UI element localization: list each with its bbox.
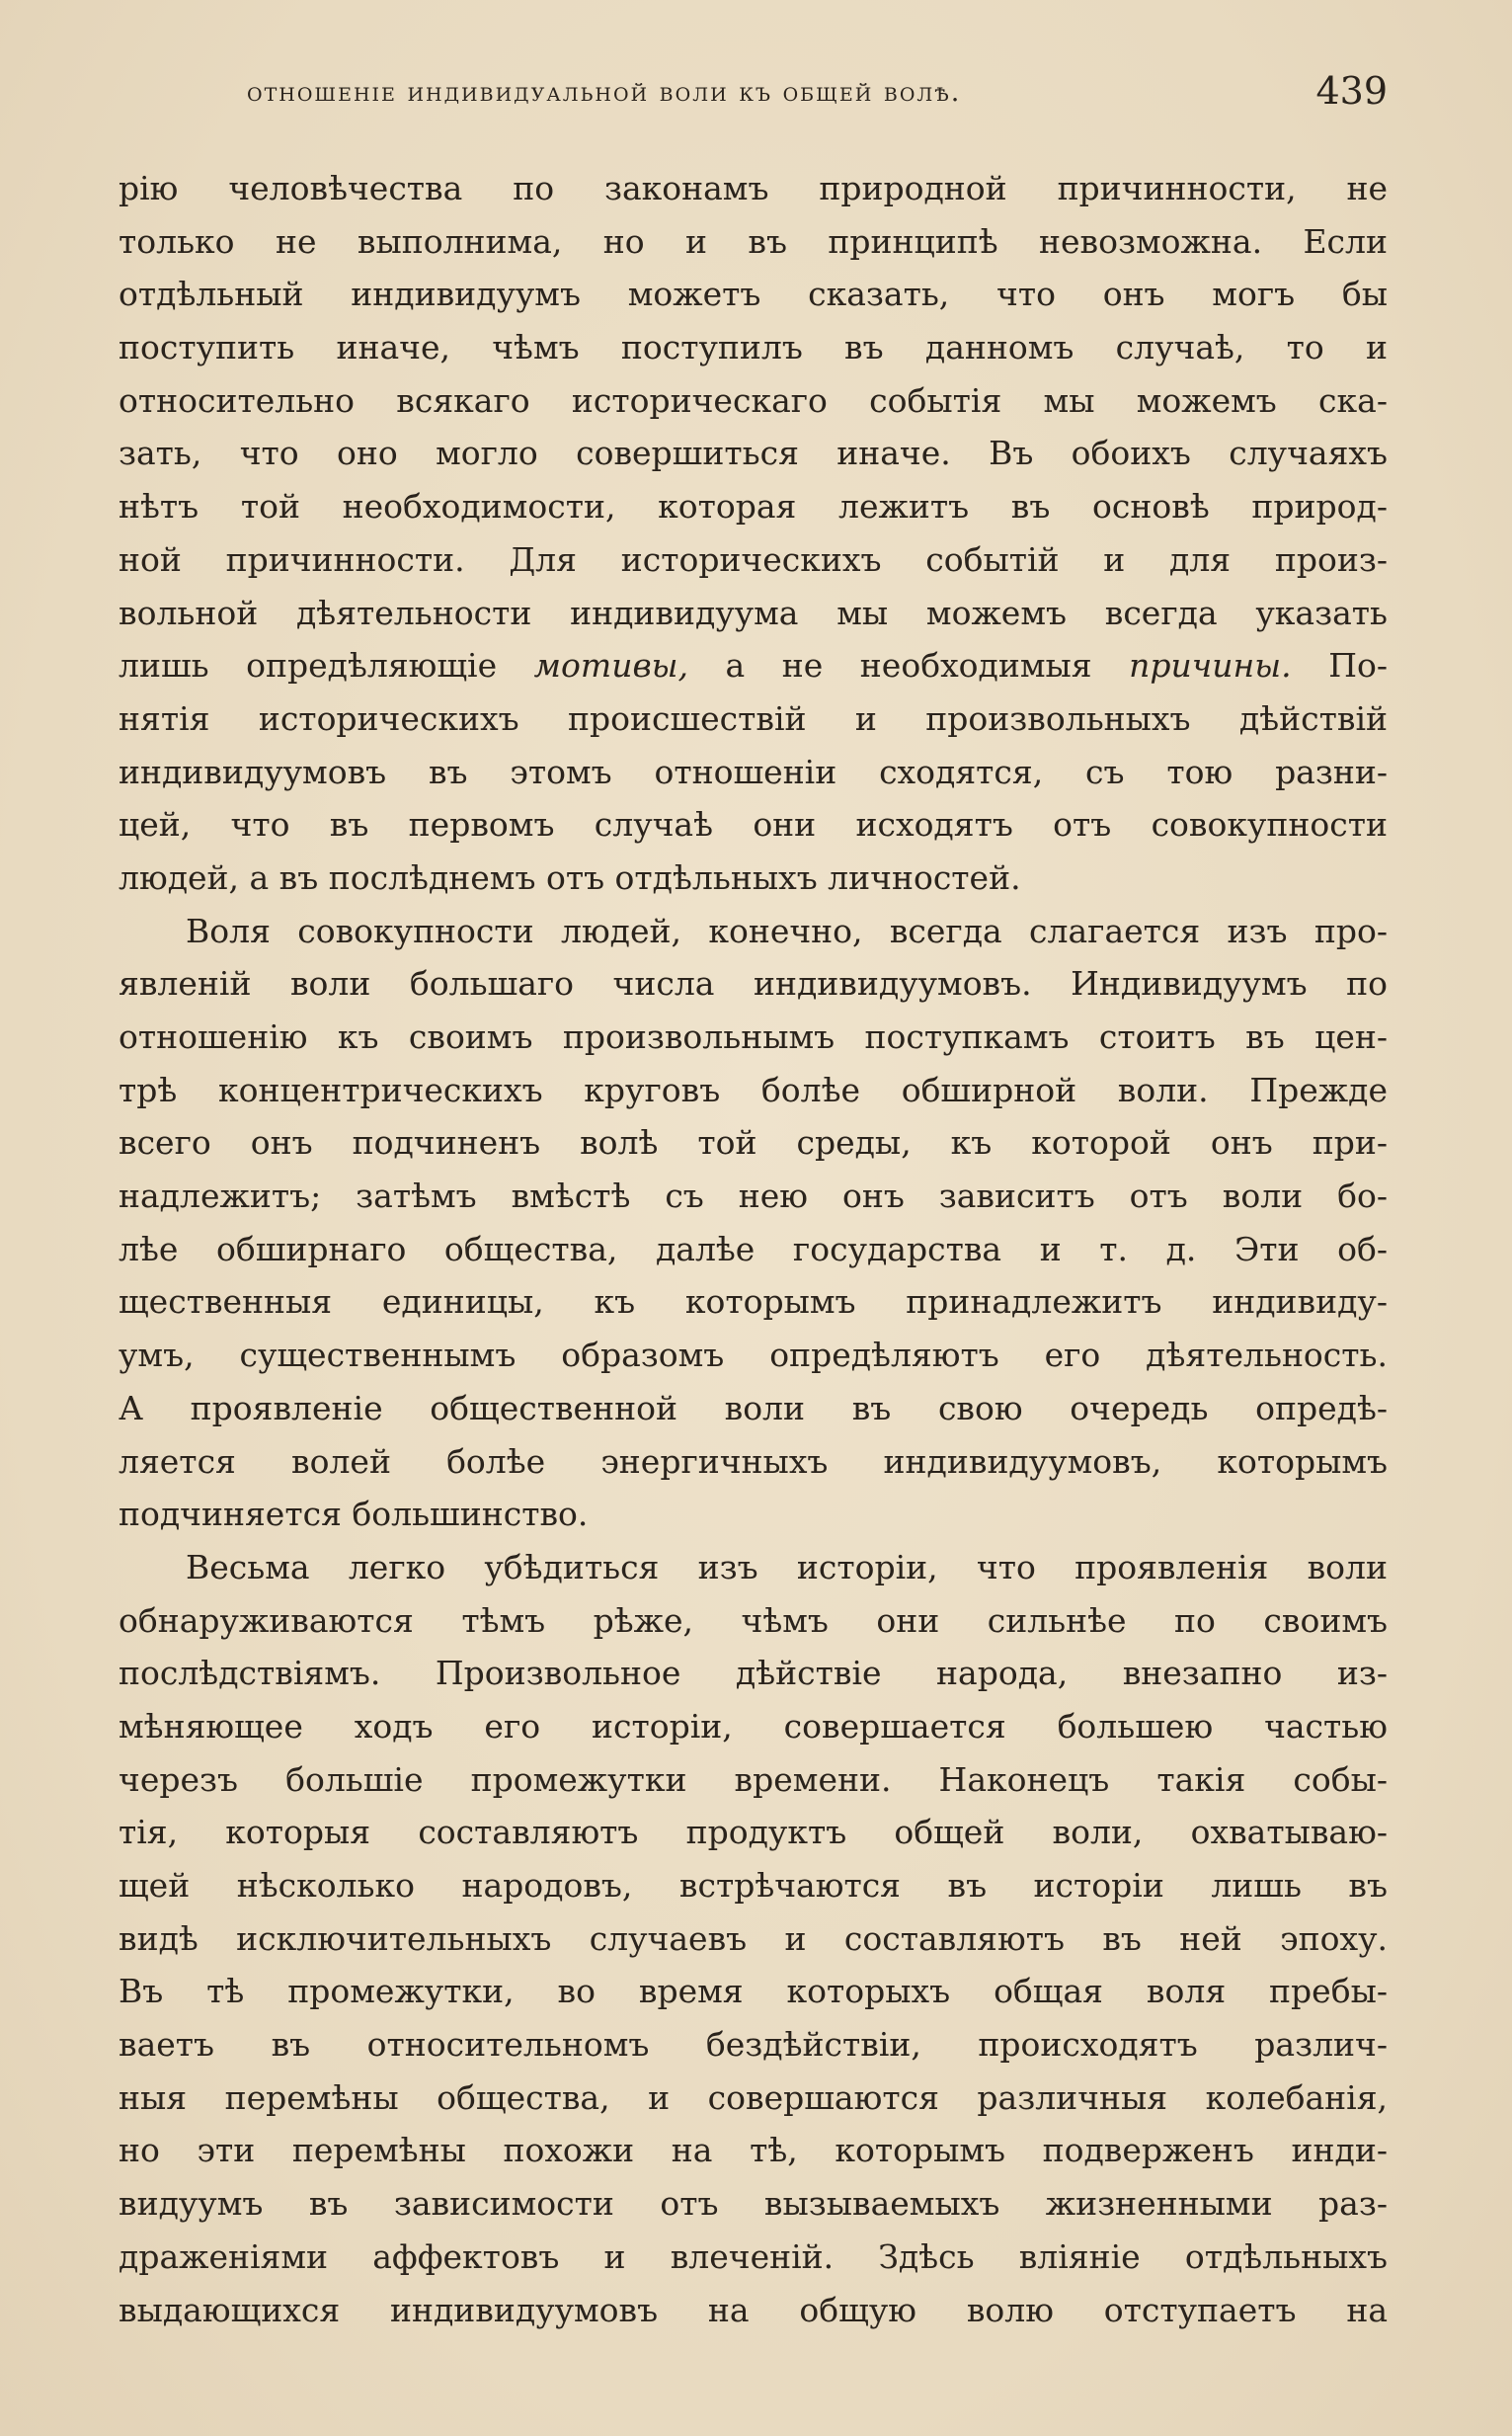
running-head: отношеніе индивидуальной воли къ общей волѣ. xyxy=(247,77,962,108)
text-line: зать, что оно могло совершиться иначе. Въ обоихъ случаяхъ xyxy=(119,434,1388,473)
text-line-with-emphasis xyxy=(119,639,1388,692)
page-number: 439 xyxy=(1315,69,1388,113)
text-span: По- xyxy=(1291,646,1388,686)
text-line: рію человѣчества по законамъ природной причинности, не xyxy=(119,169,1388,207)
text-line: мѣняющее ходъ его исторіи, совершается большею частью xyxy=(119,1706,1388,1746)
text-line: подчиняется большинство. xyxy=(119,1495,589,1534)
text-line: только не выполнима, но и въ принципѣ невозможна. Если xyxy=(119,221,1388,261)
text-line: индивидуумовъ въ этомъ отношеніи сходятся, съ тою разни- xyxy=(119,752,1388,791)
text-span: а не необходимыя xyxy=(688,646,1130,686)
text-line: тія, которыя составляютъ продуктъ общей воли, охватываю- xyxy=(119,1813,1388,1852)
text-line: ляется волей болѣе энергичныхъ индивидуумовъ, которымъ xyxy=(119,1441,1388,1481)
paragraph-2 xyxy=(119,905,1388,1541)
text-line: нѣтъ той необходимости, которая лежитъ въ основѣ природ- xyxy=(119,487,1388,527)
text-line: щей нѣсколько народовъ, встрѣчаются въ исторіи лишь въ xyxy=(119,1866,1388,1905)
text-line: всего онъ подчиненъ волѣ той среды, къ которой онъ при- xyxy=(119,1123,1388,1163)
text-line: поступить иначе, чѣмъ поступилъ въ данномъ случаѣ, то и xyxy=(119,328,1388,367)
text-line: но эти перемѣны похожи на тѣ, которымъ подверженъ инди- xyxy=(119,2131,1388,2170)
text-line: лѣе обширнаго общества, далѣе государства и т. д. Эти об- xyxy=(119,1229,1388,1268)
text-line: людей, а въ послѣднемъ отъ отдѣльныхъ личностей. xyxy=(119,857,1021,897)
text-line: ной причинности. Для историческихъ событій и для произ- xyxy=(119,539,1388,579)
text-line: А проявленіе общественной воли въ свою очередь опредѣ- xyxy=(119,1388,1388,1427)
text-line: цей, что въ первомъ случаѣ они исходятъ отъ совокупности xyxy=(119,805,1388,845)
text-line: вольной дѣятельности индивидуума мы можемъ всегда указать xyxy=(119,593,1388,632)
text-line: умъ, существеннымъ образомъ опредѣляютъ его дѣятельность. xyxy=(119,1336,1388,1375)
text-line: отдѣльный индивидуумъ можетъ сказать, что онъ могъ бы xyxy=(119,275,1388,314)
text-line: черезъ большіе промежутки времени. Наконецъ такія собы- xyxy=(119,1759,1388,1799)
text-line: трѣ концентрическихъ круговъ болѣе обширной воли. Прежде xyxy=(119,1070,1388,1109)
text-line: явленій воли большаго числа индивидуумовъ. Индивидуумъ по xyxy=(119,964,1388,1004)
text-line: Въ тѣ промежутки, во время которыхъ общая воля пребы- xyxy=(119,1972,1388,2011)
text-line: драженіями аффектовъ и влеченій. Здѣсь вліяніе отдѣльныхъ xyxy=(119,2236,1388,2276)
text-line: ныя перемѣны общества, и совершаются различныя колебанія, xyxy=(119,2077,1388,2117)
paragraph-1 xyxy=(119,162,1388,905)
text-line: относительно всякаго историческаго событія мы можемъ ска- xyxy=(119,380,1388,420)
text-line: выдающихся индивидуумовъ на общую волю отступаетъ на xyxy=(119,2290,1388,2329)
text-line: щественныя единицы, къ которымъ принадлежитъ индивиду- xyxy=(119,1282,1388,1322)
emphasis-motives: мотивы, xyxy=(533,646,689,686)
page-header xyxy=(119,69,1388,119)
text-span: лишь опредѣляющіе xyxy=(119,646,534,686)
text-line: Весьма легко убѣдиться изъ исторіи, что проявленія воли xyxy=(186,1547,1388,1586)
text-line: Воля совокупности людей, конечно, всегда слагается изъ про- xyxy=(186,911,1388,950)
text-line: нятія историческихъ происшествій и произвольныхъ дѣйствій xyxy=(119,698,1388,738)
paragraph-3 xyxy=(119,1541,1388,2336)
text-line: видѣ исключительныхъ случаевъ и составляютъ въ ней эпоху. xyxy=(119,1918,1388,1958)
body-text xyxy=(119,162,1388,2336)
text-line: видуумъ въ зависимости отъ вызываемыхъ жизненными раз- xyxy=(119,2184,1388,2224)
text-line: отношенію къ своимъ произвольнымъ поступкамъ стоитъ въ цен- xyxy=(119,1017,1388,1056)
text-line: ваетъ въ относительномъ бездѣйствіи, происходятъ различ- xyxy=(119,2025,1388,2065)
emphasis-causes: причины. xyxy=(1129,646,1292,686)
text-line: обнаруживаются тѣмъ рѣже, чѣмъ они сильнѣе по своимъ xyxy=(119,1600,1388,1640)
text-line: послѣдствіямъ. Произвольное дѣйствіе народа, внезапно из- xyxy=(119,1654,1388,1693)
text-line: надлежитъ; затѣмъ вмѣстѣ съ нею онъ зависитъ отъ воли бо- xyxy=(119,1177,1388,1216)
